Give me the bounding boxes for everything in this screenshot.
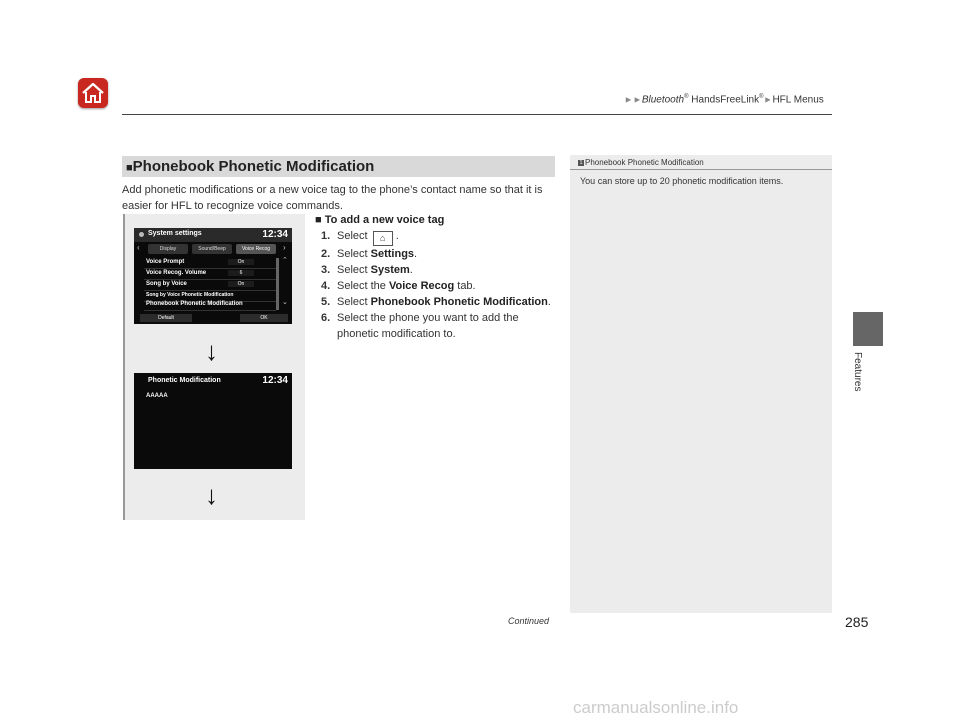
reference-marker: 1 bbox=[579, 160, 583, 166]
setting-row[interactable]: Voice Prompt On bbox=[144, 258, 276, 269]
phonetic-modification-screen bbox=[134, 373, 292, 469]
steps-heading: ■ To add a new voice tag bbox=[315, 214, 445, 226]
sidebar-heading: 1 Phonebook Phonetic Modification bbox=[579, 158, 704, 167]
screen-clock: 12:34 bbox=[262, 229, 288, 240]
step-1: 1. Select ⌂ . bbox=[315, 228, 555, 246]
contact-entry[interactable]: AAAAA bbox=[146, 393, 168, 399]
settings-dot-icon bbox=[139, 232, 144, 237]
watermark: carmanualsonline.info bbox=[573, 698, 739, 717]
note-sidebar bbox=[570, 155, 832, 613]
page-number: 285 bbox=[845, 614, 869, 630]
down-arrow-icon: ↓ bbox=[205, 336, 218, 366]
breadcrumb-brand: Bluetooth bbox=[641, 94, 685, 106]
chapter-label: Features bbox=[852, 352, 863, 392]
step-3: 3. Select System. bbox=[321, 264, 413, 276]
breadcrumb-menu: HFL Menus bbox=[772, 94, 824, 106]
tab-voice-recog[interactable]: Voice Recog bbox=[236, 244, 276, 254]
continued-label: Continued bbox=[508, 616, 550, 626]
default-button[interactable]: Default bbox=[140, 314, 192, 322]
screen-title: Phonetic Modification bbox=[148, 377, 221, 384]
screen-title: System settings bbox=[148, 230, 202, 237]
breadcrumb-product: HandsFreeLink bbox=[688, 94, 760, 106]
setting-row[interactable]: Song by Voice Phonetic Modification bbox=[144, 291, 276, 302]
setting-row-phonebook[interactable]: Phonebook Phonetic Modification bbox=[144, 300, 276, 311]
step-2: 2. Select Settings. bbox=[321, 248, 418, 260]
sidebar-text: You can store up to 20 phonetic modification items. bbox=[580, 176, 784, 186]
tab-sound-beep[interactable]: Sound/Beep bbox=[192, 244, 232, 254]
section-title: ■Phonebook Phonetic Modification bbox=[122, 156, 555, 177]
home-icon bbox=[78, 78, 108, 108]
scroll-down-icon[interactable]: ⌄ bbox=[282, 299, 288, 306]
settings-tabs bbox=[134, 244, 292, 254]
instruction-steps bbox=[315, 212, 555, 342]
step-6: 6. Select the phone you want to add the phonetic modification to. bbox=[321, 312, 519, 340]
home-icon: ⌂ bbox=[373, 231, 393, 246]
section-intro: Add phonetic modifications or a new voice tag to the phone’s contact name so that it is easier for HFL to recognize voice commands. bbox=[122, 184, 543, 212]
scroll-up-icon[interactable]: ⌃ bbox=[282, 257, 288, 264]
tab-display[interactable]: Display bbox=[148, 244, 188, 254]
ok-button[interactable]: OK bbox=[240, 314, 288, 322]
tab-left-arrow-icon[interactable]: ‹ bbox=[137, 243, 140, 252]
header-divider bbox=[122, 114, 832, 115]
chapter-tab[interactable] bbox=[853, 312, 883, 346]
scrollbar[interactable] bbox=[276, 258, 279, 310]
step-5: 5. Select Phonebook Phonetic Modification. bbox=[321, 296, 551, 308]
home-button[interactable] bbox=[78, 78, 108, 108]
breadcrumb: ►►Bluetooth® HandsFreeLink®►HFL Menus bbox=[624, 94, 824, 106]
setting-row[interactable]: Song by Voice On bbox=[144, 280, 276, 291]
down-arrow-icon: ↓ bbox=[205, 480, 218, 510]
system-settings-screen bbox=[134, 228, 292, 324]
setting-row[interactable]: Voice Recog. Volume 6 bbox=[144, 269, 276, 280]
step-4: 4. Select the Voice Recog tab. bbox=[321, 280, 476, 292]
screen-clock: 12:34 bbox=[262, 375, 288, 386]
screen-title-bar bbox=[134, 228, 292, 242]
sidebar-divider bbox=[570, 169, 832, 170]
tab-right-arrow-icon[interactable]: › bbox=[283, 243, 286, 252]
